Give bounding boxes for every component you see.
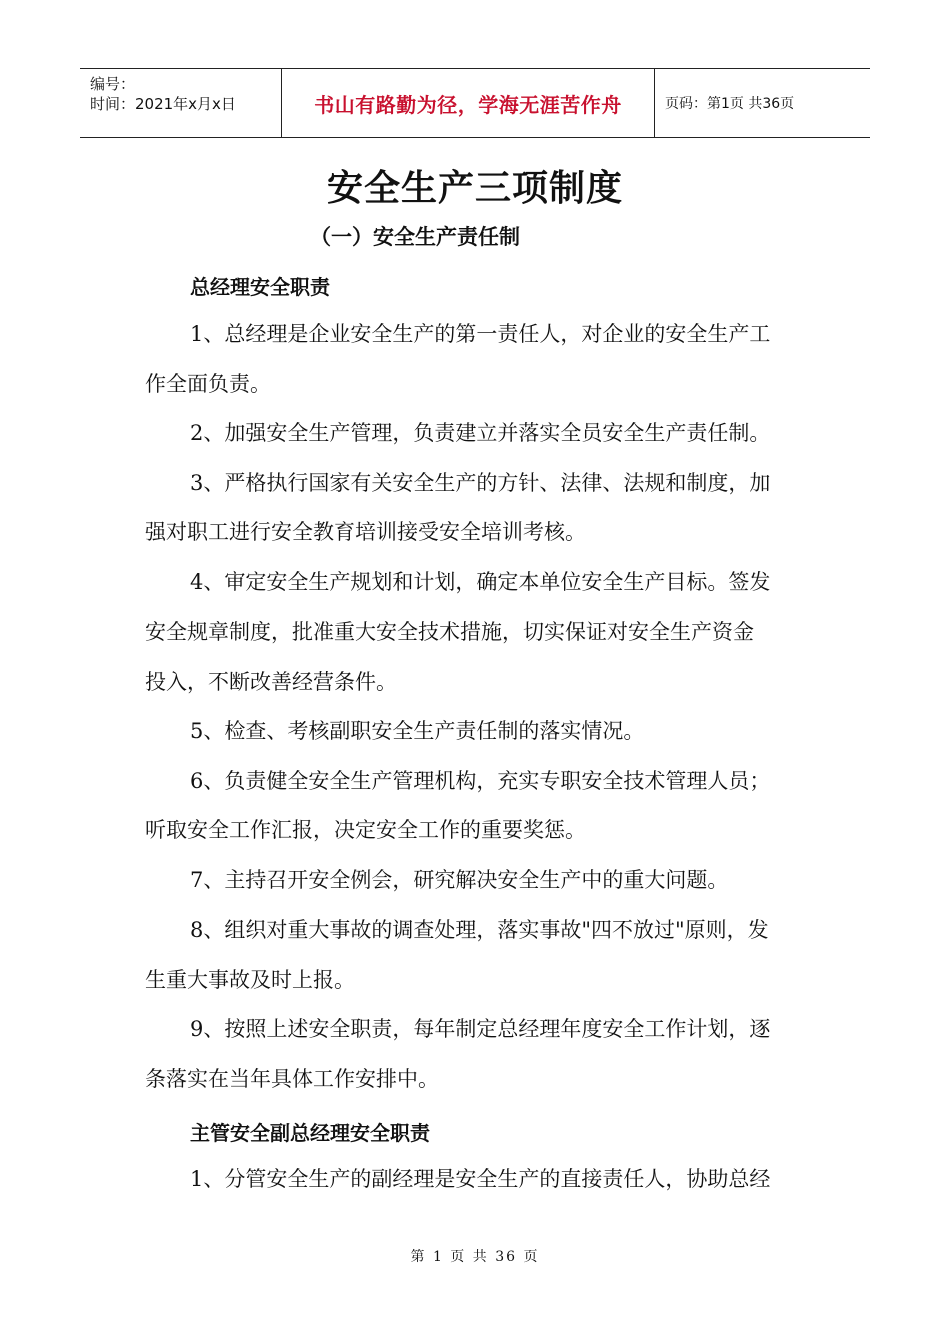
body-line: 5、检查、考核副职安全生产责任制的落实情况。	[190, 719, 645, 743]
body-line: 作全面负责。	[145, 372, 271, 396]
header-page-info: 页码：第1页 共36页	[665, 96, 795, 112]
body-line: 1、总经理是企业安全生产的第一责任人，对企业的安全生产工	[190, 322, 771, 346]
body-line: 强对职工进行安全教育培训接受安全培训考核。	[145, 520, 586, 544]
body-line: 7、主持召开安全例会，研究解决安全生产中的重大问题。	[190, 868, 729, 892]
document-header	[80, 68, 870, 138]
section-heading-general-manager: 总经理安全职责	[190, 275, 330, 299]
body-line: 安全规章制度，批准重大安全技术措施，切实保证对安全生产资金	[145, 620, 754, 644]
document-code-label: 编号：	[90, 75, 136, 93]
page-footer: 第 1 页 共 36 页	[410, 1249, 540, 1265]
body-line: 4、审定安全生产规划和计划，确定本单位安全生产目标。签发	[190, 570, 771, 594]
document-title: 安全生产三项制度	[326, 168, 623, 209]
body-line: 1、分管安全生产的副经理是安全生产的直接责任人，协助总经	[190, 1167, 771, 1191]
body-line: 8、组织对重大事故的调查处理，落实事故"四不放过"原则，发	[190, 918, 769, 942]
body-line: 2、加强安全生产管理，负责建立并落实全员安全生产责任制。	[190, 421, 771, 445]
header-page-cell	[655, 69, 870, 137]
header-motto-cell	[282, 69, 655, 137]
body-line: 听取安全工作汇报，决定安全工作的重要奖惩。	[145, 818, 586, 842]
document-subtitle: （一）安全生产责任制	[310, 225, 520, 249]
body-line: 9、按照上述安全职责，每年制定总经理年度安全工作计划，逐	[190, 1017, 771, 1041]
body-line: 条落实在当年具体工作安排中。	[145, 1067, 439, 1091]
body-line: 3、严格执行国家有关安全生产的方针、法律、法规和制度，加	[190, 471, 771, 495]
header-motto: 书山有路勤为径，学海无涯苦作舟	[314, 92, 622, 117]
body-line: 投入，不断改善经营条件。	[145, 670, 397, 694]
section-heading-deputy-manager: 主管安全副总经理安全职责	[190, 1121, 430, 1145]
body-line: 6、负责健全安全生产管理机构，充实专职安全技术管理人员；	[190, 769, 771, 793]
body-line: 生重大事故及时上报。	[145, 968, 355, 992]
document-date-label: 时间：2021年x月x日	[90, 95, 236, 113]
header-meta-cell	[80, 69, 282, 137]
